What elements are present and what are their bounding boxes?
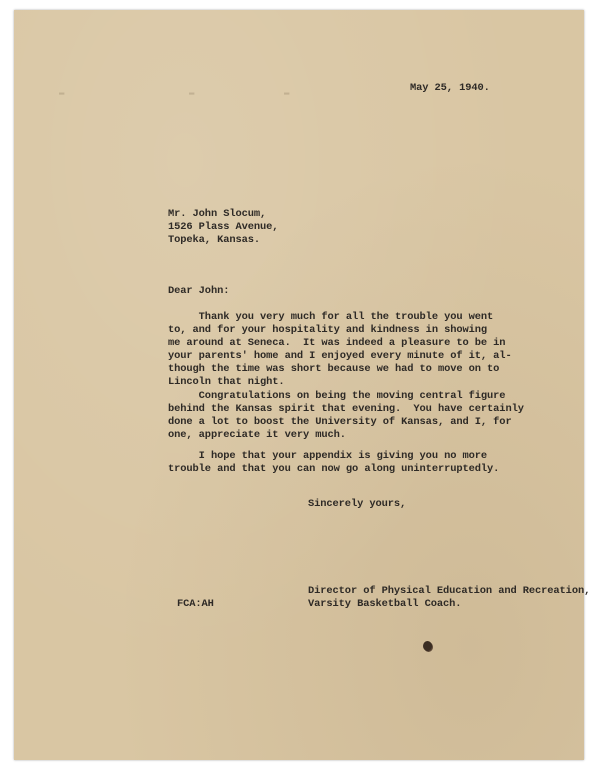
paper-bleed-mark: ▬ bbox=[284, 88, 290, 98]
paper-bleed-mark: ▬ bbox=[189, 88, 195, 98]
address-line: Topeka, Kansas. bbox=[168, 234, 261, 246]
letter-date: May 25, 1940. bbox=[410, 82, 490, 94]
reference-initials: FCA:AH bbox=[177, 598, 214, 610]
address-line: 1526 Plass Avenue, bbox=[168, 221, 279, 233]
paper-bleed-mark: ▬ bbox=[59, 88, 65, 98]
complimentary-close: Sincerely yours, bbox=[308, 498, 407, 510]
body-paragraph: Congratulations on being the moving central figure behind the Kansas spirit that evening. You have certainly done a lot to boost the University of Kansas, and I, for one, appreciate it very much. bbox=[168, 390, 524, 441]
body-paragraph: I hope that your appendix is giving you no more trouble and that you can now go along uninterruptedly. bbox=[168, 450, 500, 475]
letter-page bbox=[14, 10, 591, 760]
signature-block bbox=[308, 585, 590, 611]
signature-line: Varsity Basketball Coach. bbox=[308, 598, 462, 610]
recipient-address bbox=[168, 208, 278, 247]
ink-blot-mark bbox=[423, 641, 432, 651]
signature-line: Director of Physical Education and Recreation, bbox=[308, 585, 591, 597]
address-line: Mr. John Slocum, bbox=[168, 208, 267, 220]
salutation: Dear John: bbox=[168, 285, 230, 297]
body-paragraph: Thank you very much for all the trouble you went to, and for your hospitality and kindness in showing me around at Seneca. It was indeed a pleasure to be in your parents' home and I enjoyed every minute of it, al- though the time was short because we had to move on to Lincoln that night. bbox=[168, 311, 512, 388]
